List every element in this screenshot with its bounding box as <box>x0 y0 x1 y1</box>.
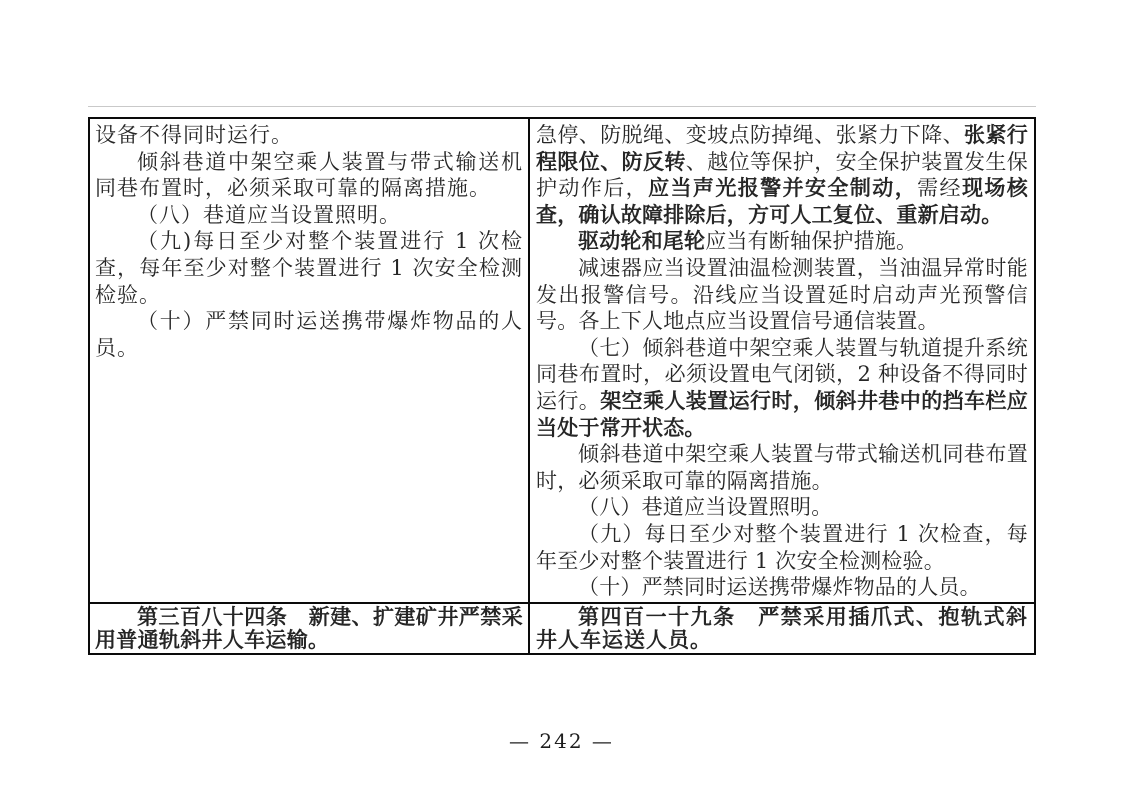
bold-text-run: 应当声光报警并安全制动， <box>648 176 918 201</box>
text-run: （七）倾斜巷道中架空乘人装置与轨道提升系统同巷布置时，必须设置电气闭锁，2 种设备不得同时运行。 <box>536 335 1028 413</box>
text-run: 倾斜巷道中架空乘人装置与带式输送机同巷布置时，必须采取可靠的隔离措施。 <box>536 442 1028 493</box>
paragraph <box>95 308 523 361</box>
paragraph <box>95 202 523 229</box>
text-run: 、越位等保护，安全保护装置发生保护动作后， <box>536 149 1028 201</box>
table-row-continued-provisions <box>90 119 1034 602</box>
table-cell-row1-left <box>90 119 530 602</box>
text-run: 应当有断轴保护措施。 <box>705 229 918 254</box>
paragraph <box>95 149 523 202</box>
paragraph <box>536 441 1028 494</box>
page-number: — 242 — <box>509 729 614 753</box>
text-run: （八）巷道应当设置照明。 <box>578 495 833 520</box>
text-run: （十）严禁同时运送携带爆炸物品的人员。 <box>95 309 523 360</box>
paragraph <box>536 122 1028 228</box>
paragraph <box>536 255 1028 335</box>
table-cell-row2-left <box>90 604 530 653</box>
paragraph <box>536 494 1028 521</box>
paragraph <box>536 521 1028 574</box>
paragraph <box>536 606 1028 652</box>
paragraph <box>95 122 523 149</box>
table-row-articles <box>90 602 1034 653</box>
bold-text-run: 第三百八十四条 新建、扩建矿井严禁采用普通轨斜井人车运输。 <box>95 605 523 652</box>
text-run: 倾斜巷道中架空乘人装置与带式输送机同巷布置时，必须采取可靠的隔离措施。 <box>95 149 523 201</box>
bold-text-run: 驱动轮和尾轮 <box>578 229 706 254</box>
paragraph <box>536 574 1028 601</box>
text-run: 需经 <box>917 176 962 201</box>
text-run: 急停、防脱绳、变坡点防掉绳、张紧力下降、 <box>536 123 964 147</box>
text-run: 减速器应当设置油温检测装置，当油温异常时能发出报警信号。沿线应当设置延时启动声光预警信号。各上下人地点应当设置信号通信装置。 <box>536 255 1028 334</box>
text-run: （八）巷道应当设置照明。 <box>137 202 401 227</box>
table-cell-row2-right <box>530 604 1034 653</box>
bold-text-run: 第四百一十九条 严禁采用插爪式、抱轨式斜井人车运送人员。 <box>536 605 1028 652</box>
text-run: （九）每日至少对整个装置进行 1 次检查，每年至少对整个装置进行 1 次安全检测检验。 <box>536 521 1028 573</box>
text-run: （十）严禁同时运送携带爆炸物品的人员。 <box>578 575 981 600</box>
paragraph <box>536 228 1028 255</box>
text-run: 设备不得同时运行。 <box>95 123 293 147</box>
scan-artifact-line <box>88 106 1036 107</box>
paragraph <box>95 606 523 652</box>
table-cell-row1-right <box>530 119 1034 602</box>
bold-text-run: 架空乘人装置运行时，倾斜井巷中的挡车栏应当处于常开状态。 <box>536 388 1028 440</box>
regulation-table <box>88 117 1036 655</box>
bold-text-run: 张紧行程限位、防反转 <box>536 123 1028 174</box>
paragraph <box>536 335 1028 441</box>
paragraph <box>95 228 523 308</box>
text-run: （九)每日至少对整个装置进行 1 次检查，每年至少对整个装置进行 1 次安全检测检验。 <box>95 229 523 307</box>
bold-text-run: 现场核查，确认故障排除后，方可人工复位、重新启动。 <box>536 176 1028 227</box>
